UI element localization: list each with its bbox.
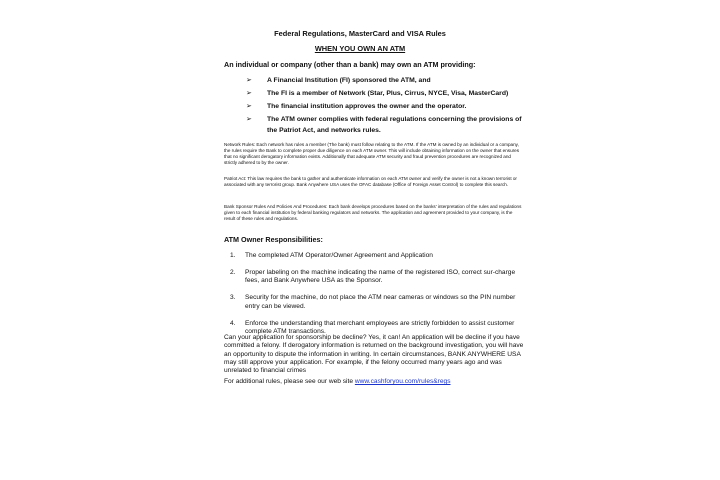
decline-paragraph: Can your application for sponsorship be decline? Yes, it can! An application will be decline if you have committed a felony. If derogatory information is returned on the background investigation, you will have an opportunity to dispute the information in writing. In certain circumstances, BANK ANYWHERE USA may still approve your application. For example, if the felony occurred many years ago and was unrelated to financial crimes: [224, 334, 524, 375]
list-item: [230, 294, 526, 311]
document-title: Federal Regulations, MasterCard and VISA Rules: [274, 29, 446, 38]
list-item-text: Security for the machine, do not place the ATM near cameras or windows so the PIN number entry can be viewed.: [245, 294, 516, 310]
arrow-bullet-icon: ➢: [246, 116, 252, 123]
list-item-number: 3.: [230, 294, 236, 302]
website-link[interactable]: www.cashforyou.com/rules&regs: [354, 378, 451, 385]
list-item: [246, 114, 526, 137]
list-item-text: The financial institution approves the owner and the operator.: [267, 103, 467, 110]
list-item: [246, 101, 526, 112]
list-item-text: The FI is a member of Network (Star, Plus, Cirrus, NYCE, Visa, MasterCard): [267, 90, 509, 97]
bank-sponsor-paragraph: Bank Sponsor Rules And Policies And Procedures: Each bank develops procedures based on the banks' interpretation of the rules and regulations given to each financial institution by federal banking regulators and networks. The application and agreement provided to your company, is the result of these rules and regulations.: [224, 204, 522, 222]
arrow-bullet-icon: ➢: [246, 90, 252, 97]
responsibilities-heading: ATM Owner Responsibilities:: [224, 235, 323, 244]
list-item: [230, 269, 526, 286]
list-item-number: 2.: [230, 269, 236, 276]
list-item-number: 1.: [230, 252, 236, 259]
additional-rules-text: For additional rules, please see our web site: [224, 378, 355, 385]
list-item-text: A Financial Institution (FI) sponsored the ATM, and: [267, 77, 431, 84]
list-item-text: The completed ATM Operator/Owner Agreement and Application: [245, 252, 433, 259]
network-rules-paragraph: Network Rules: Each network has rules a member (The bank) must follow relating to the ATM. If the ATM is owned by an individual or a company, the rules require the Bank to complete proper due diligence on each ATM owner. This will include obtaining information on the owner that ensures that no significant derogatory information exists. Additionally that adequate ATM security and fraud prevention procedures are recognized and strictly adhered to by the owner.: [224, 142, 520, 166]
list-item: [246, 75, 526, 86]
list-item: [230, 252, 526, 260]
arrow-bullet-icon: ➢: [246, 103, 252, 110]
additional-rules-line: [224, 378, 524, 386]
list-item-text: Proper labeling on the machine indicating the name of the registered ISO, correct sur-charge fees, and Bank Anywhere USA as the Sponsor.: [245, 269, 516, 285]
list-item-text: Enforce the understanding that merchant employees are strictly forbidden to assist customer complete ATM transactions.: [245, 319, 515, 336]
arrow-bullet-icon: ➢: [246, 77, 252, 84]
list-item-text: The ATM owner complies with federal regulations concerning the provisions of the Patriot Act, and networks rules.: [267, 116, 522, 135]
patriot-act-paragraph: Patriot Act: This law requires the bank to gather and authenticate information on each ATM owner and verify the owner is not a known terrorist or associated with any terrorist group. Bank Anywhere USA uses the OFAC database (Office of Foreign Asset Control) to complete this search.: [224, 176, 517, 188]
intro-text: An individual or company (other than a bank) may own an ATM providing:: [224, 60, 476, 69]
document-subtitle: WHEN YOU OWN AN ATM: [314, 44, 406, 53]
requirements-list: [246, 75, 526, 138]
list-item: [246, 88, 526, 99]
list-item-number: 4.: [230, 319, 236, 327]
responsibilities-list: [230, 252, 526, 345]
